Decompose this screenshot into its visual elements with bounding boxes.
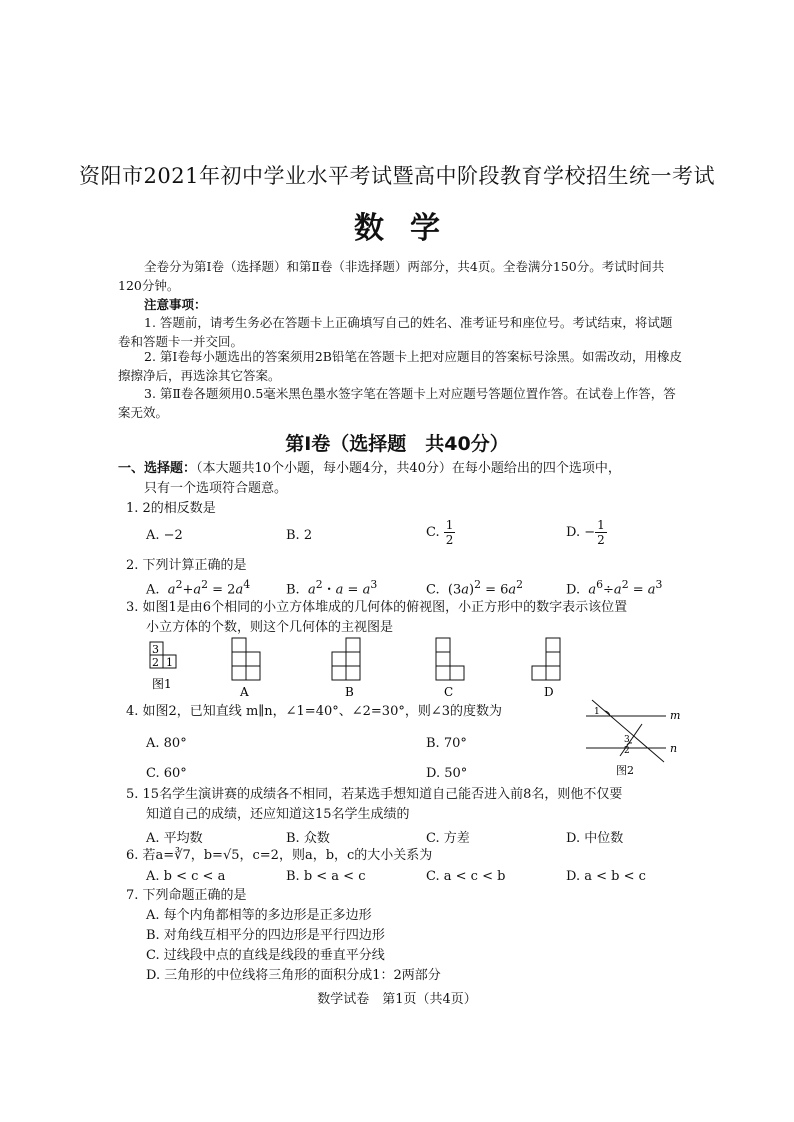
q4-fig-label: 图2 <box>616 764 634 777</box>
q3-option-a: A <box>240 685 249 699</box>
q2-stem: 2. 下列计算正确的是 <box>126 558 247 573</box>
q6-stem: 6. 若a=∛7，b=√5，c=2，则a，b，c的大小关系为 <box>126 848 433 863</box>
q4-figure <box>580 696 684 782</box>
q5-option-b: B. 众数 <box>286 831 330 846</box>
question-7 <box>126 886 686 986</box>
q6-option-d: D. a < b < c <box>566 869 646 884</box>
q2-option-a: A. $a^2+a^2 = 2a^4$ <box>146 578 251 598</box>
q1-option-d <box>566 518 607 547</box>
notice-2: 2. 第Ⅰ卷每小题选出的答案须用2B铅笔在答题卡上把对应题目的答案标号涂黑。如需改动，用橡皮擦擦净后，再选涂其它答案。 <box>118 349 682 383</box>
notice-3: 3. 第Ⅱ卷各题须用0.5毫米黑色墨水签字笔在答题卡上对应题号答题位置作答。在试卷上作答，答案无效。 <box>118 386 676 420</box>
q5-stem-1: 5. 15名学生演讲赛的成绩各不相同，若某选手想知道自己能否进入前8名，则他不仅要 <box>126 787 623 802</box>
q1-option-c <box>426 518 455 547</box>
question-6 <box>126 846 686 866</box>
q1-c-fraction <box>444 518 456 547</box>
q4-option-c: C. 60° <box>146 766 187 781</box>
q3-fig-num-3: 3 <box>152 643 159 656</box>
exam-title: 资阳市2021年初中学业水平考试暨高中阶段教育学校招生统一考试 <box>79 164 715 188</box>
q4-label-m: m <box>670 709 681 722</box>
q3-option-c-figure <box>436 638 464 680</box>
part1-title: 第Ⅰ卷（选择题 共40分） <box>285 433 509 455</box>
question-1 <box>126 499 686 519</box>
notice-1: 1. 答题前，请考生务必在答题卡上正确填写自己的姓名、准考证号和座位号。考试结束，将试题卷和答题卡一并交回。 <box>118 315 673 349</box>
q4-option-d: D. 50° <box>426 766 468 781</box>
q4-stem: 4. 如图2，已知直线 m∥n，∠1=40°、∠2=30°，则∠3的度数为 <box>126 704 503 719</box>
q7-option-d: D. 三角形的中位线将三角形的面积分成1：2两部分 <box>146 968 441 983</box>
intro-text: 全卷分为第Ⅰ卷（选择题）和第Ⅱ卷（非选择题）两部分，共4页。全卷满分150分。考试时间共120分钟。 <box>118 259 665 293</box>
q1-d-label: D. − <box>566 525 596 540</box>
q1-d-fraction <box>595 518 607 547</box>
q1-option-a: A. −2 <box>146 528 183 543</box>
q4-option-b: B. 70° <box>426 736 467 751</box>
q3-option-a-figure <box>232 638 260 680</box>
q3-fig1-label: 图1 <box>152 677 172 691</box>
q3-option-d: D <box>544 685 554 699</box>
q1-option-b: B. 2 <box>286 528 313 543</box>
q7-option-a: A. 每个内角都相等的多边形是正多边形 <box>146 908 372 923</box>
q3-option-b-figure <box>332 638 360 680</box>
q5-option-d: D. 中位数 <box>566 831 624 846</box>
q3-option-b: B <box>345 685 354 699</box>
q4-option-a: A. 80° <box>146 736 187 751</box>
q4-angle-3: 3 <box>624 735 630 745</box>
q3-stem-2: 小立方体的个数，则这个几何体的主视图是 <box>146 620 394 635</box>
q7-option-b: B. 对角线互相平分的四边形是平行四边形 <box>146 928 385 943</box>
q1-stem: 1. 2的相反数是 <box>126 501 216 516</box>
q5-option-c: C. 方差 <box>426 831 470 846</box>
q2-option-b: B. $a^2$・$a = a^3$ <box>286 578 378 598</box>
q1-d-num: 1 <box>597 518 605 532</box>
q3-figures <box>140 636 600 702</box>
question-3 <box>126 598 686 638</box>
q1-c-den: 2 <box>445 533 454 547</box>
q1-c-num: 1 <box>445 518 454 532</box>
q4-angle-1: 1 <box>594 707 600 717</box>
q3-option-c: C <box>444 685 454 699</box>
notice-heading: 注意事项： <box>144 297 207 312</box>
section-label: 一、选择题： <box>118 461 197 476</box>
q2-option-c: C. $(3a)^2 = 6a^2$ <box>426 578 524 598</box>
q6-option-b: B. b < a < c <box>286 869 366 884</box>
question-4 <box>126 702 576 722</box>
question-2 <box>126 556 686 576</box>
section-header <box>118 459 684 499</box>
q3-option-d-figure <box>532 638 560 680</box>
question-5 <box>126 785 686 825</box>
q4-label-n: n <box>670 742 678 755</box>
q5-option-a: A. 平均数 <box>146 831 203 846</box>
q3-stem-1: 3. 如图1是由6个相同的小立方体堆成的几何体的俯视图，小正方形中的数字表示该位置 <box>126 600 628 615</box>
q1-c-label: C. <box>426 525 440 540</box>
q1-d-den: 2 <box>597 533 605 547</box>
q6-option-c: C. a < c < b <box>426 869 506 884</box>
q7-stem: 7. 下列命题正确的是 <box>126 888 247 903</box>
q4-angle-2: 2 <box>624 746 630 756</box>
section-desc-2: 只有一个选项符合题意。 <box>144 481 288 496</box>
q7-option-c: C. 过线段中点的直线是线段的垂直平分线 <box>146 948 385 963</box>
subject-title: 数学 <box>354 211 466 246</box>
section-desc: （本大题共10个小题，每小题4分，共40分）在每小题给出的四个选项中， <box>196 461 621 476</box>
q3-fig-num-1: 1 <box>166 656 173 669</box>
q3-fig-num-2: 2 <box>152 656 159 669</box>
q6-option-a: A. b < c < a <box>146 869 226 884</box>
page-footer: 数学试卷 第1页（共4页） <box>317 992 477 1007</box>
q5-stem-2: 知道自己的成绩，还应知道这15名学生成绩的 <box>146 807 410 822</box>
q2-option-d: D. $a^6\div a^2 = a^3$ <box>566 578 663 598</box>
